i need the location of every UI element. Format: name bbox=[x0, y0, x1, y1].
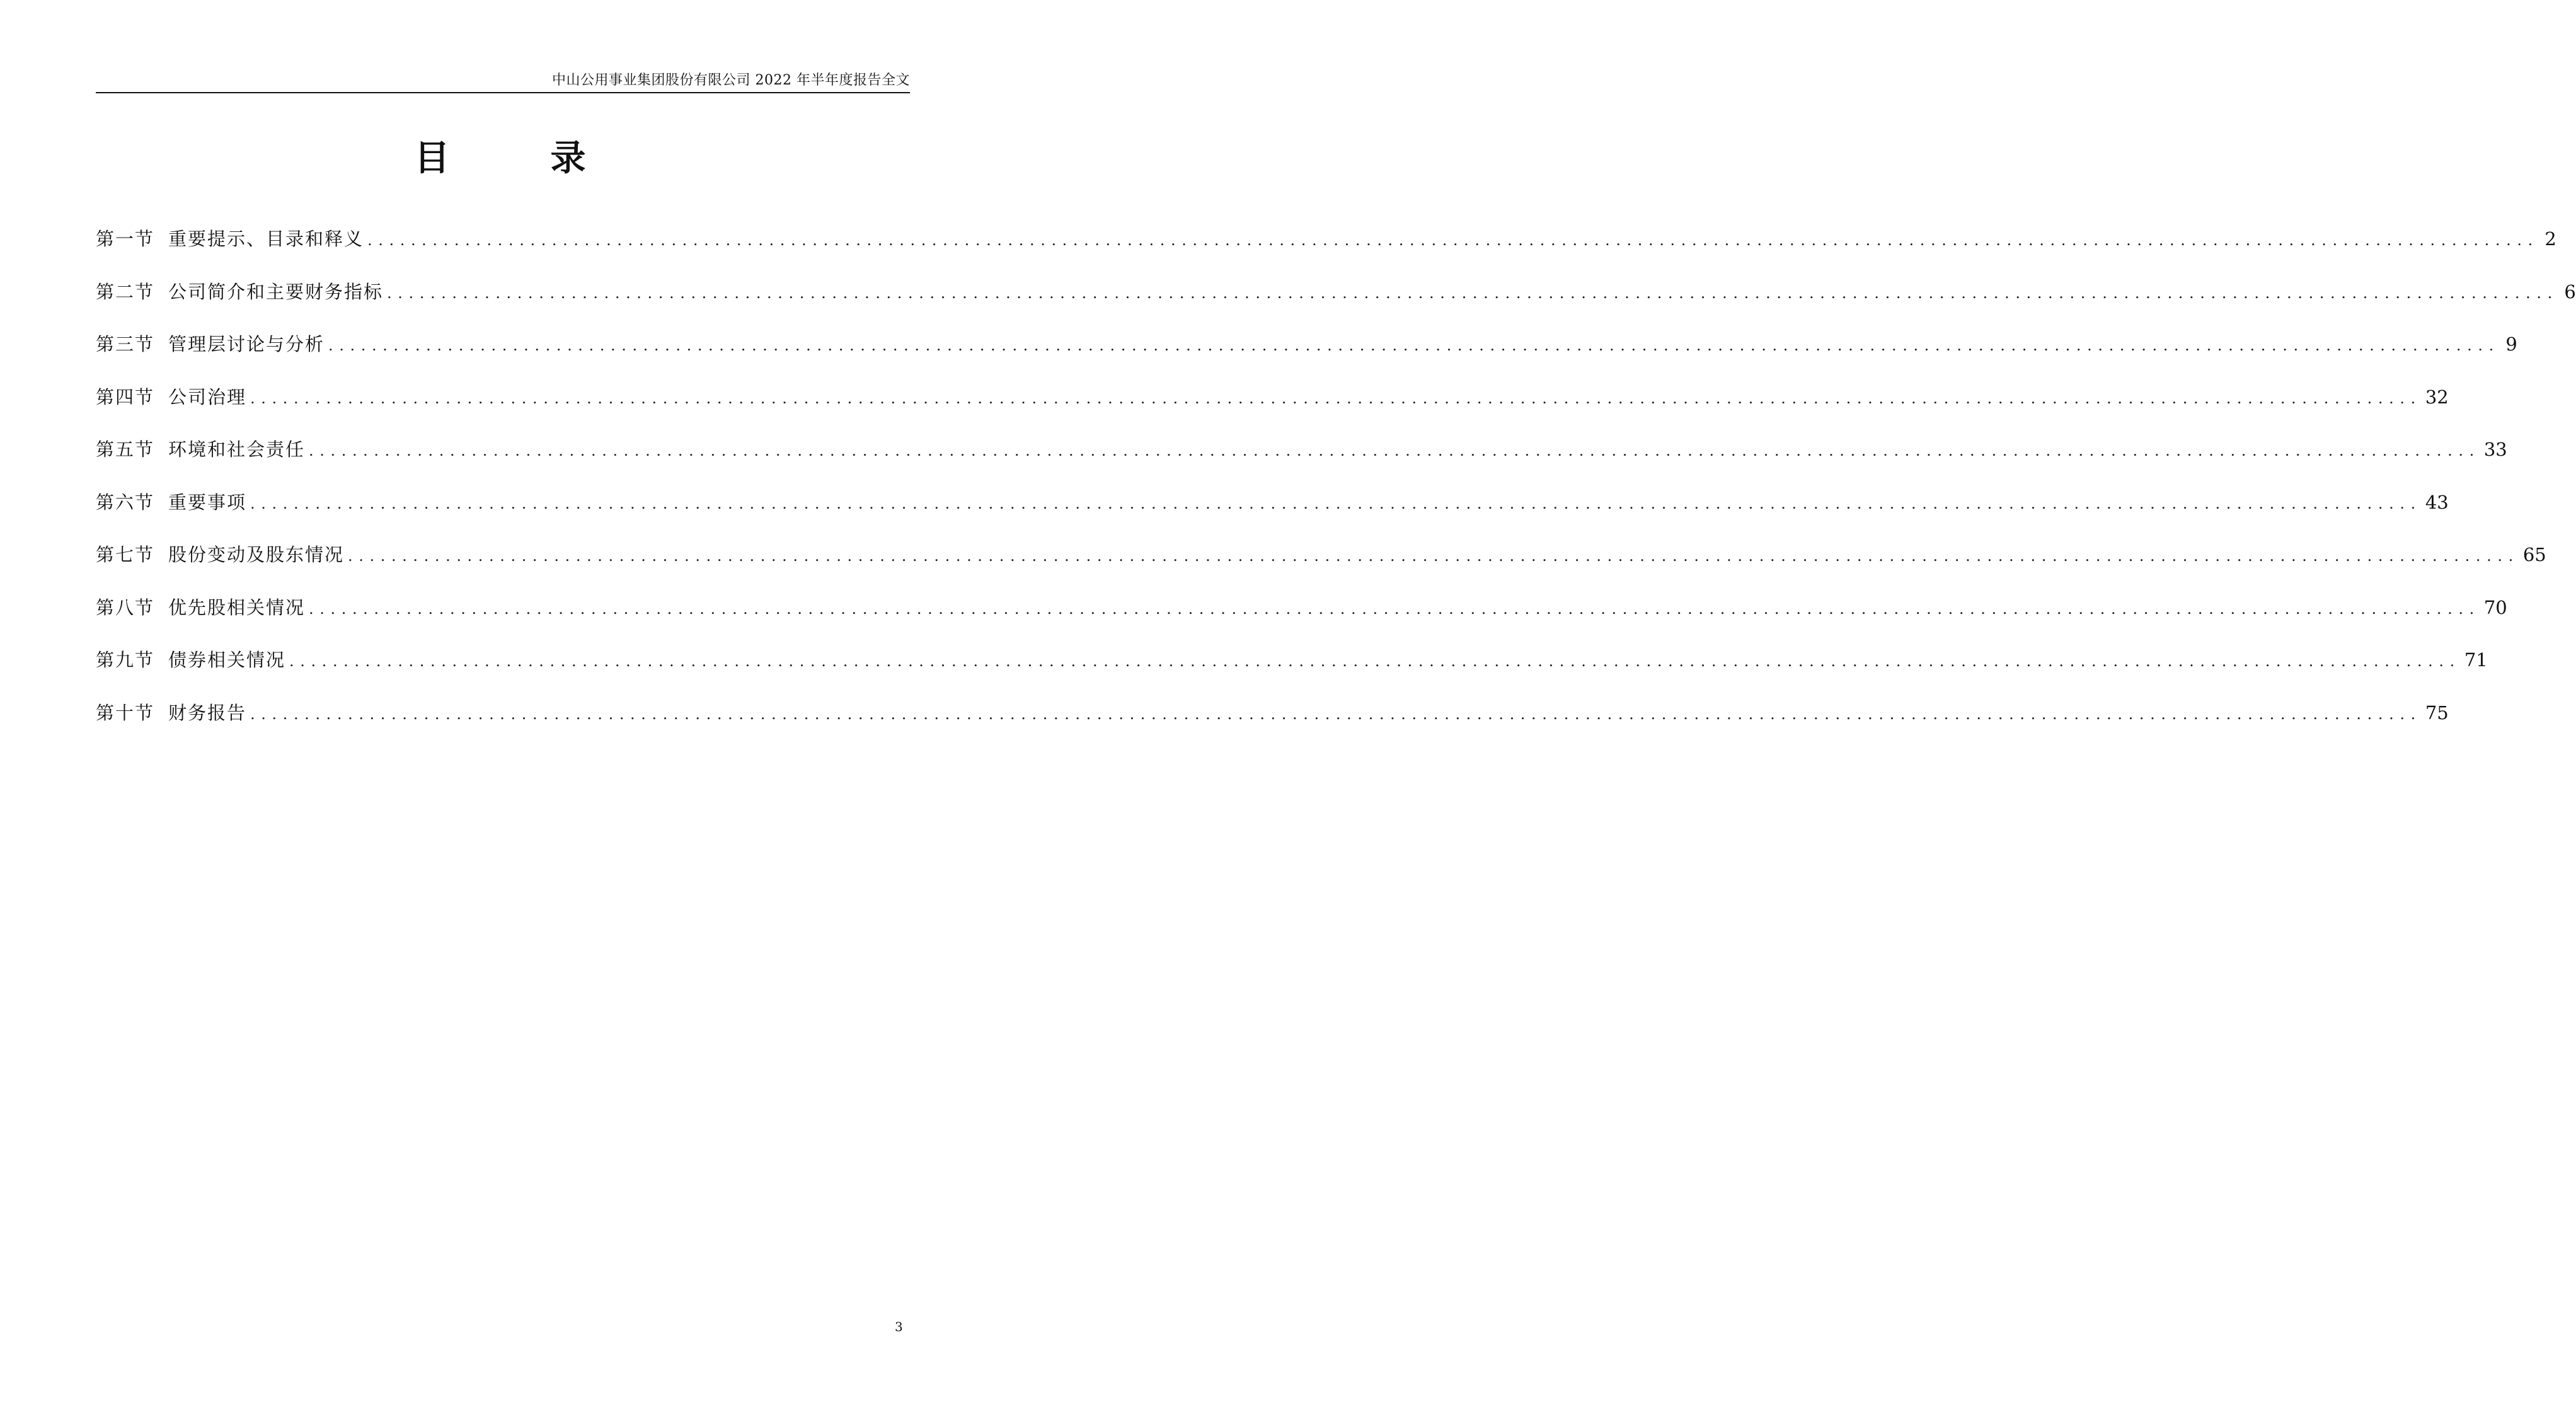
toc-entry[interactable] bbox=[96, 436, 2507, 488]
dot-leader: ........................................................................................................................................................................................................ bbox=[250, 705, 2422, 723]
toc-entry[interactable] bbox=[96, 699, 2449, 752]
toc-page-number: 2 bbox=[2544, 228, 2556, 250]
dot-leader: ........................................................................................................................................................................................................ bbox=[250, 494, 2422, 512]
toc-entry[interactable] bbox=[96, 646, 2488, 699]
toc-section-title: 重要事项 bbox=[168, 491, 247, 513]
toc-entry[interactable] bbox=[96, 541, 2546, 594]
dot-leader: ........................................................................................................................................................................................................ bbox=[328, 337, 2500, 354]
dot-leader: ........................................................................................................................................................................................................ bbox=[250, 389, 2422, 407]
toc-section-number: 第二节 bbox=[96, 280, 155, 303]
dot-leader: ........................................................................................................................................................................................................ bbox=[309, 599, 2480, 618]
header-rule bbox=[96, 92, 910, 93]
dot-leader: ........................................................................................................................................................................................................ bbox=[367, 231, 2539, 249]
toc-section-number: 第四节 bbox=[96, 386, 155, 408]
toc-entry[interactable] bbox=[96, 594, 2507, 647]
toc-section-number: 第五节 bbox=[96, 439, 155, 460]
toc-section-title: 财务报告 bbox=[168, 702, 247, 724]
toc-page-number: 6 bbox=[2564, 280, 2576, 303]
toc-section-number: 第十节 bbox=[96, 702, 155, 724]
toc-entry[interactable] bbox=[96, 225, 2556, 278]
toc-section-number: 第三节 bbox=[96, 333, 155, 355]
page-number: 3 bbox=[895, 1319, 903, 1334]
running-header: 中山公用事业集团股份有限公司 2022 年半年度报告全文 bbox=[552, 72, 910, 88]
toc-page-number: 43 bbox=[2425, 491, 2449, 513]
toc-section-title: 管理层讨论与分析 bbox=[168, 333, 325, 355]
toc-section-title: 债券相关情况 bbox=[168, 649, 286, 671]
toc-page-number: 33 bbox=[2483, 439, 2507, 460]
toc-section-title: 优先股相关情况 bbox=[168, 596, 306, 618]
toc-page-number: 70 bbox=[2483, 596, 2507, 618]
toc-entry[interactable] bbox=[96, 488, 2449, 541]
toc-page-number: 71 bbox=[2464, 649, 2488, 671]
toc-section-title: 公司简介和主要财务指标 bbox=[168, 280, 384, 303]
page-title: 目 录 bbox=[414, 138, 619, 179]
table-of-contents bbox=[96, 225, 2576, 751]
toc-section-title: 重要提示、目录和释义 bbox=[168, 228, 364, 250]
toc-section-number: 第一节 bbox=[96, 228, 155, 250]
dot-leader: ........................................................................................................................................................................................................ bbox=[387, 284, 2558, 302]
toc-section-title: 公司治理 bbox=[168, 386, 247, 408]
toc-section-number: 第七节 bbox=[96, 544, 155, 565]
dot-leader: ........................................................................................................................................................................................................ bbox=[309, 442, 2480, 459]
toc-page-number: 75 bbox=[2425, 702, 2449, 724]
toc-section-number: 第九节 bbox=[96, 649, 155, 671]
toc-entry[interactable] bbox=[96, 330, 2517, 383]
toc-page-number: 32 bbox=[2425, 386, 2449, 408]
toc-section-number: 第六节 bbox=[96, 491, 155, 513]
toc-page-number: 9 bbox=[2505, 333, 2517, 355]
toc-section-title: 股份变动及股东情况 bbox=[168, 544, 345, 565]
toc-entry[interactable] bbox=[96, 383, 2449, 436]
toc-page-number: 65 bbox=[2522, 544, 2546, 565]
toc-section-number: 第八节 bbox=[96, 596, 155, 618]
toc-section-title: 环境和社会责任 bbox=[168, 439, 306, 460]
dot-leader: ........................................................................................................................................................................................................ bbox=[289, 652, 2461, 670]
dot-leader: ........................................................................................................................................................................................................ bbox=[348, 547, 2519, 565]
toc-entry[interactable] bbox=[96, 278, 2576, 331]
